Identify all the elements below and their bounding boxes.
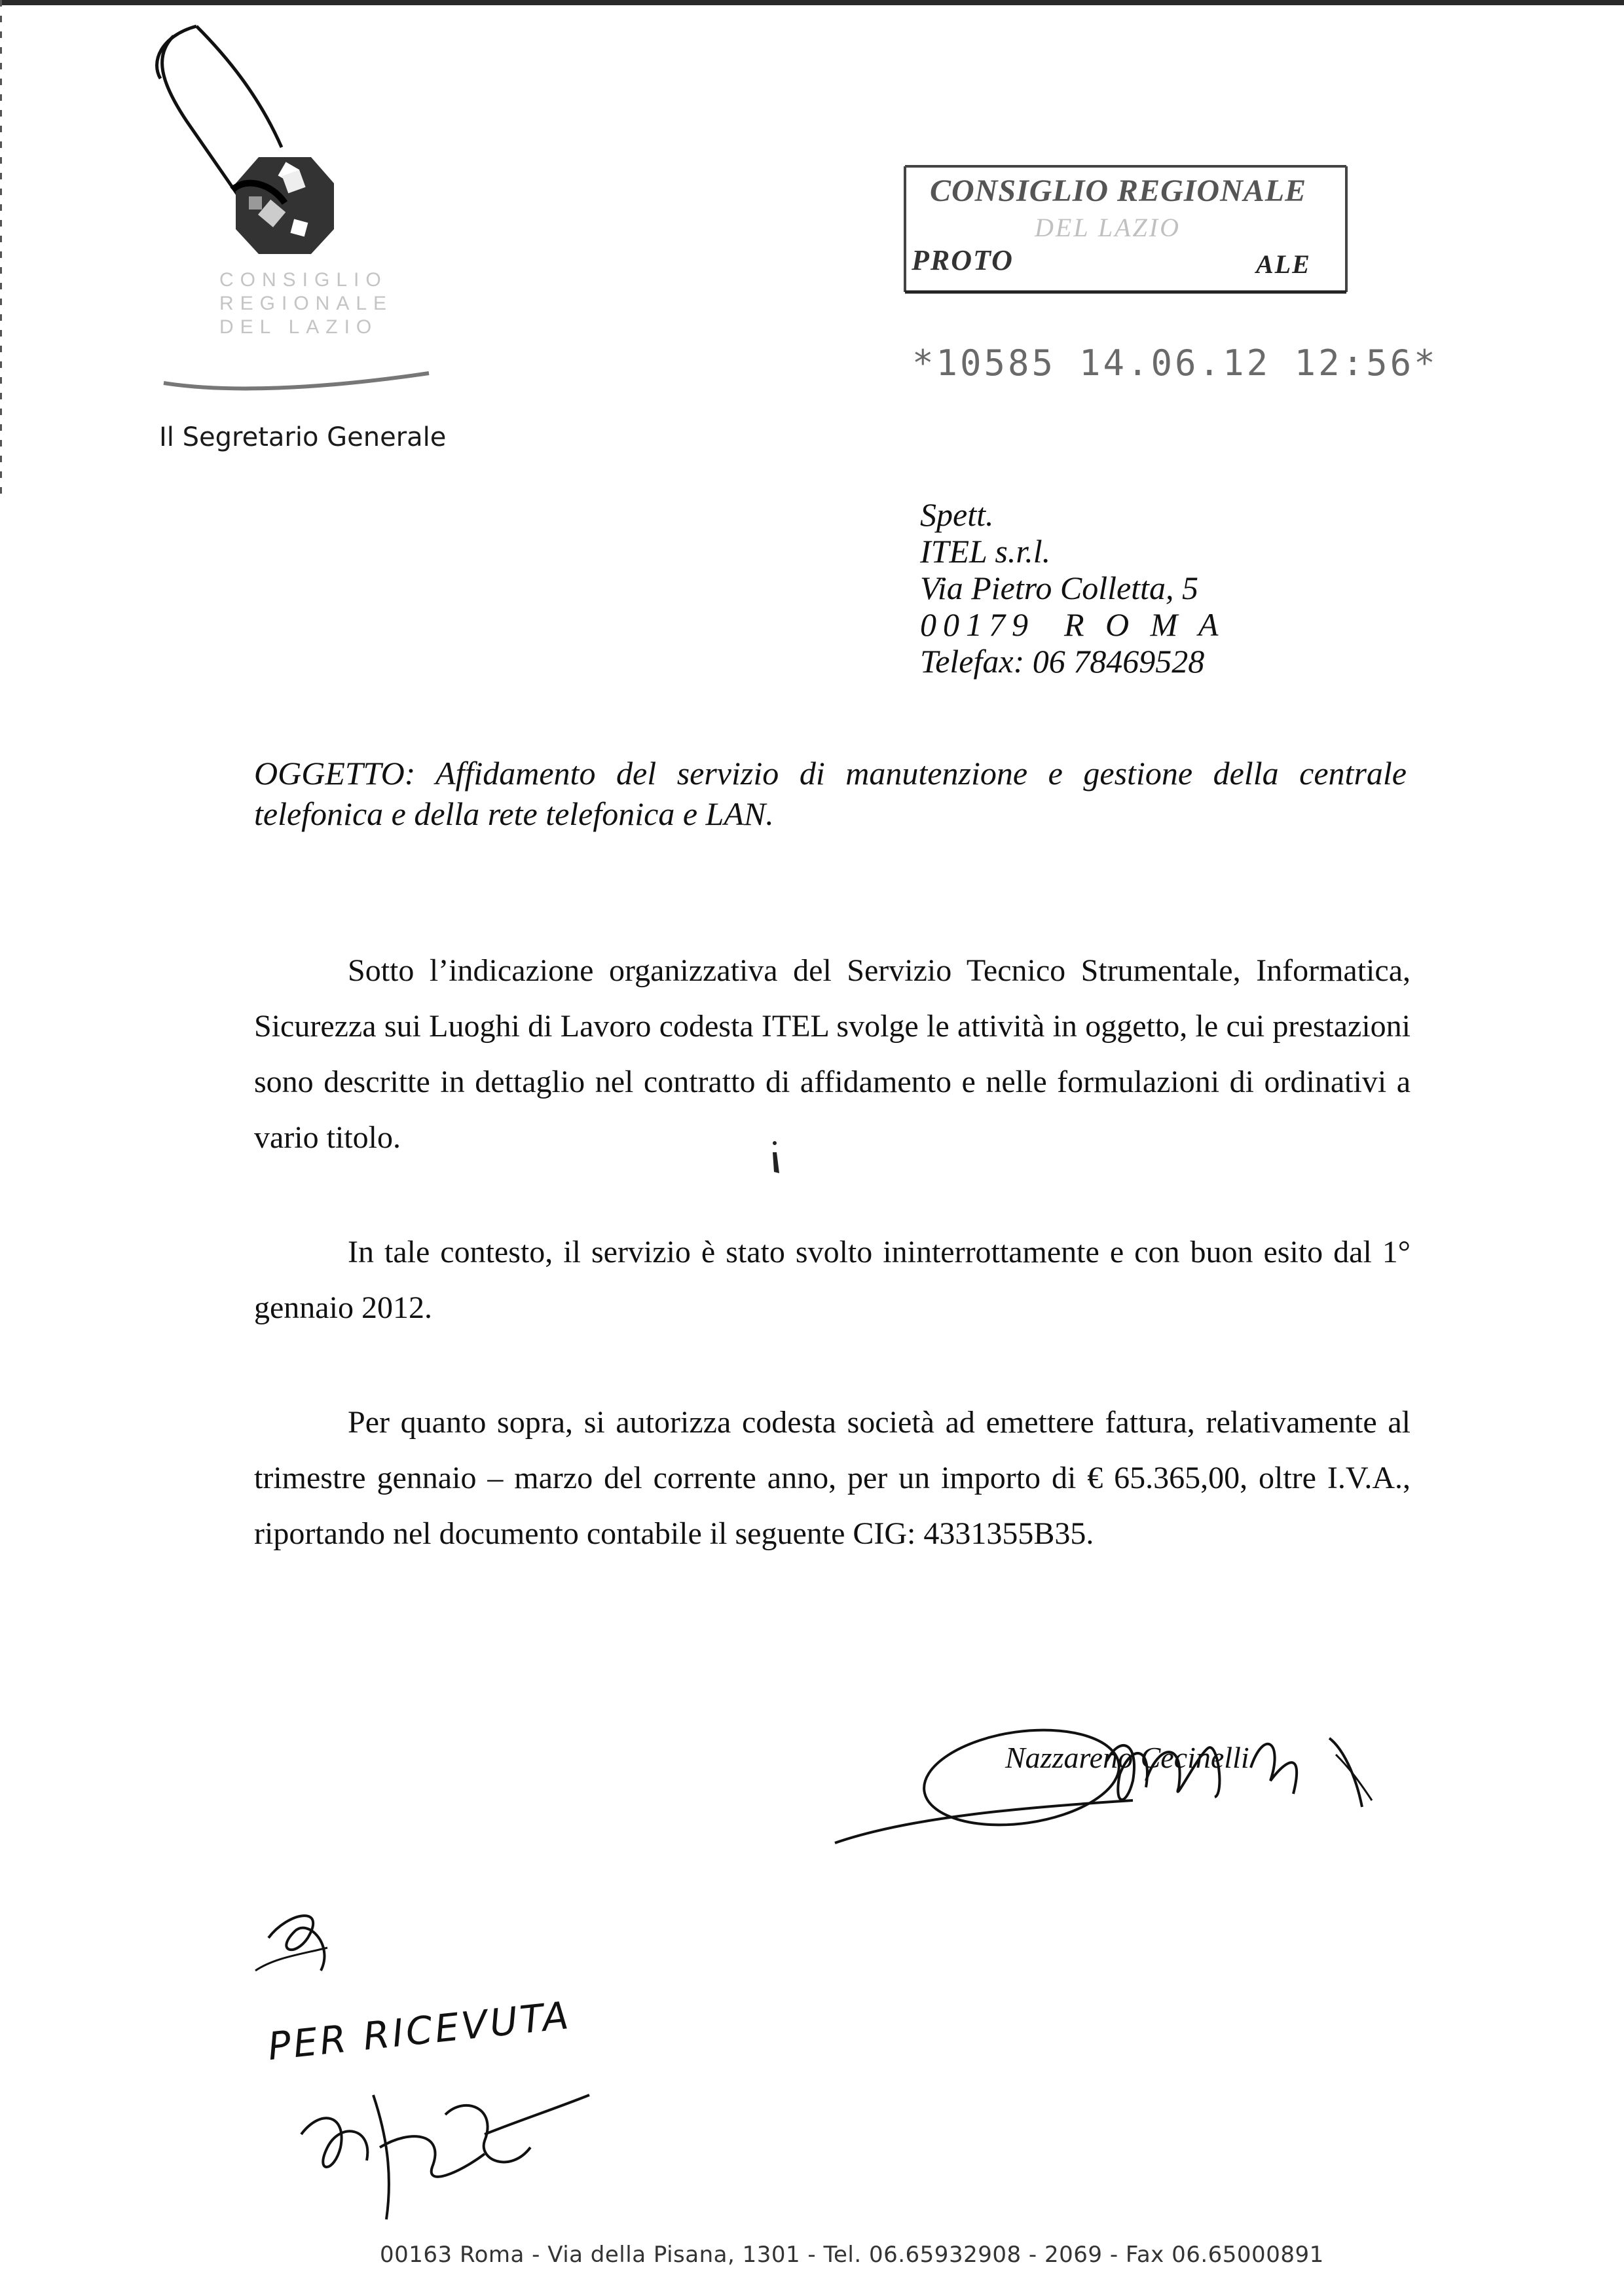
logo-text [219,268,394,339]
body-paragraph-1: Sotto l’indicazione organizzativa del Servizio Tecnico Strumentale, Informatica, Sicurezza sui Luoghi di Lavoro codesta ITEL svolge le attività in oggetto, le cui prestazioni sono descritte in dettaglio nel contratto di affidamento e nelle formulazioni di ordinativi a vario titolo. [254,953,1411,1155]
scan-margin-marks [0,0,2,498]
recipient-address [920,496,1225,680]
subject [254,753,1407,834]
signatory-name: Nazzareno Cecinelli [1005,1741,1249,1774]
logo-line: REGIONALE [219,293,394,314]
body-paragraph-2: In tale contesto, il servizio è stato svolto ininterrottamente e con buon esito dal 1° gennaio 2012. [254,1235,1411,1325]
subject-label: OGGETTO: [254,755,416,792]
office-title: Il Segretario Generale [159,422,447,452]
recipient-company: ITEL s.r.l. [920,533,1051,570]
protocol-datetime: 14.06.12 12:56* [1079,342,1438,384]
stamp-line-1: CONSIGLIO REGIONALE [930,173,1307,208]
stamp-line-3-right: ALE [1256,249,1311,279]
recipient-street: Via Pietro Colletta, 5 [920,570,1198,606]
recipient-city: 00179 R O M A [920,606,1225,643]
logo-line: DEL LAZIO [219,316,378,338]
recipient-salutation: Spett. [920,496,994,533]
handwritten-note: PER RICEVUTA [265,1992,574,2069]
stamp-line-3-left: PROTO [912,244,1014,276]
protocol-number: *10585 [912,342,1056,384]
logo-line: CONSIGLIO [219,269,388,291]
handwritten-annotation-icon [249,1899,616,2239]
recipient-fax: Telefax: 06 78469528 [920,643,1205,680]
scan-border [0,0,1624,5]
scan-speck [765,1139,784,1178]
body-paragraph-3: Per quanto sopra, si autorizza codesta società ad emettere fattura, relativamente al trimestre gennaio – marzo del corrente anno, per un importo di € 65.365,00, oltre I.V.A., riportando nel documento contabile il seguente CIG: 4331355B35. [254,1405,1411,1551]
footer-address: 00163 Roma - Via della Pisana, 1301 - Tel. 06.65932908 - 2069 - Fax 06.65000891 [380,2242,1324,2268]
subject-text: Affidamento del servizio di manutenzione e gestione della centrale telefonica e della rete telefonica e LAN. [254,755,1407,832]
stamp-line-2: DEL LAZIO [1035,213,1181,242]
council-logo-icon [147,16,435,396]
